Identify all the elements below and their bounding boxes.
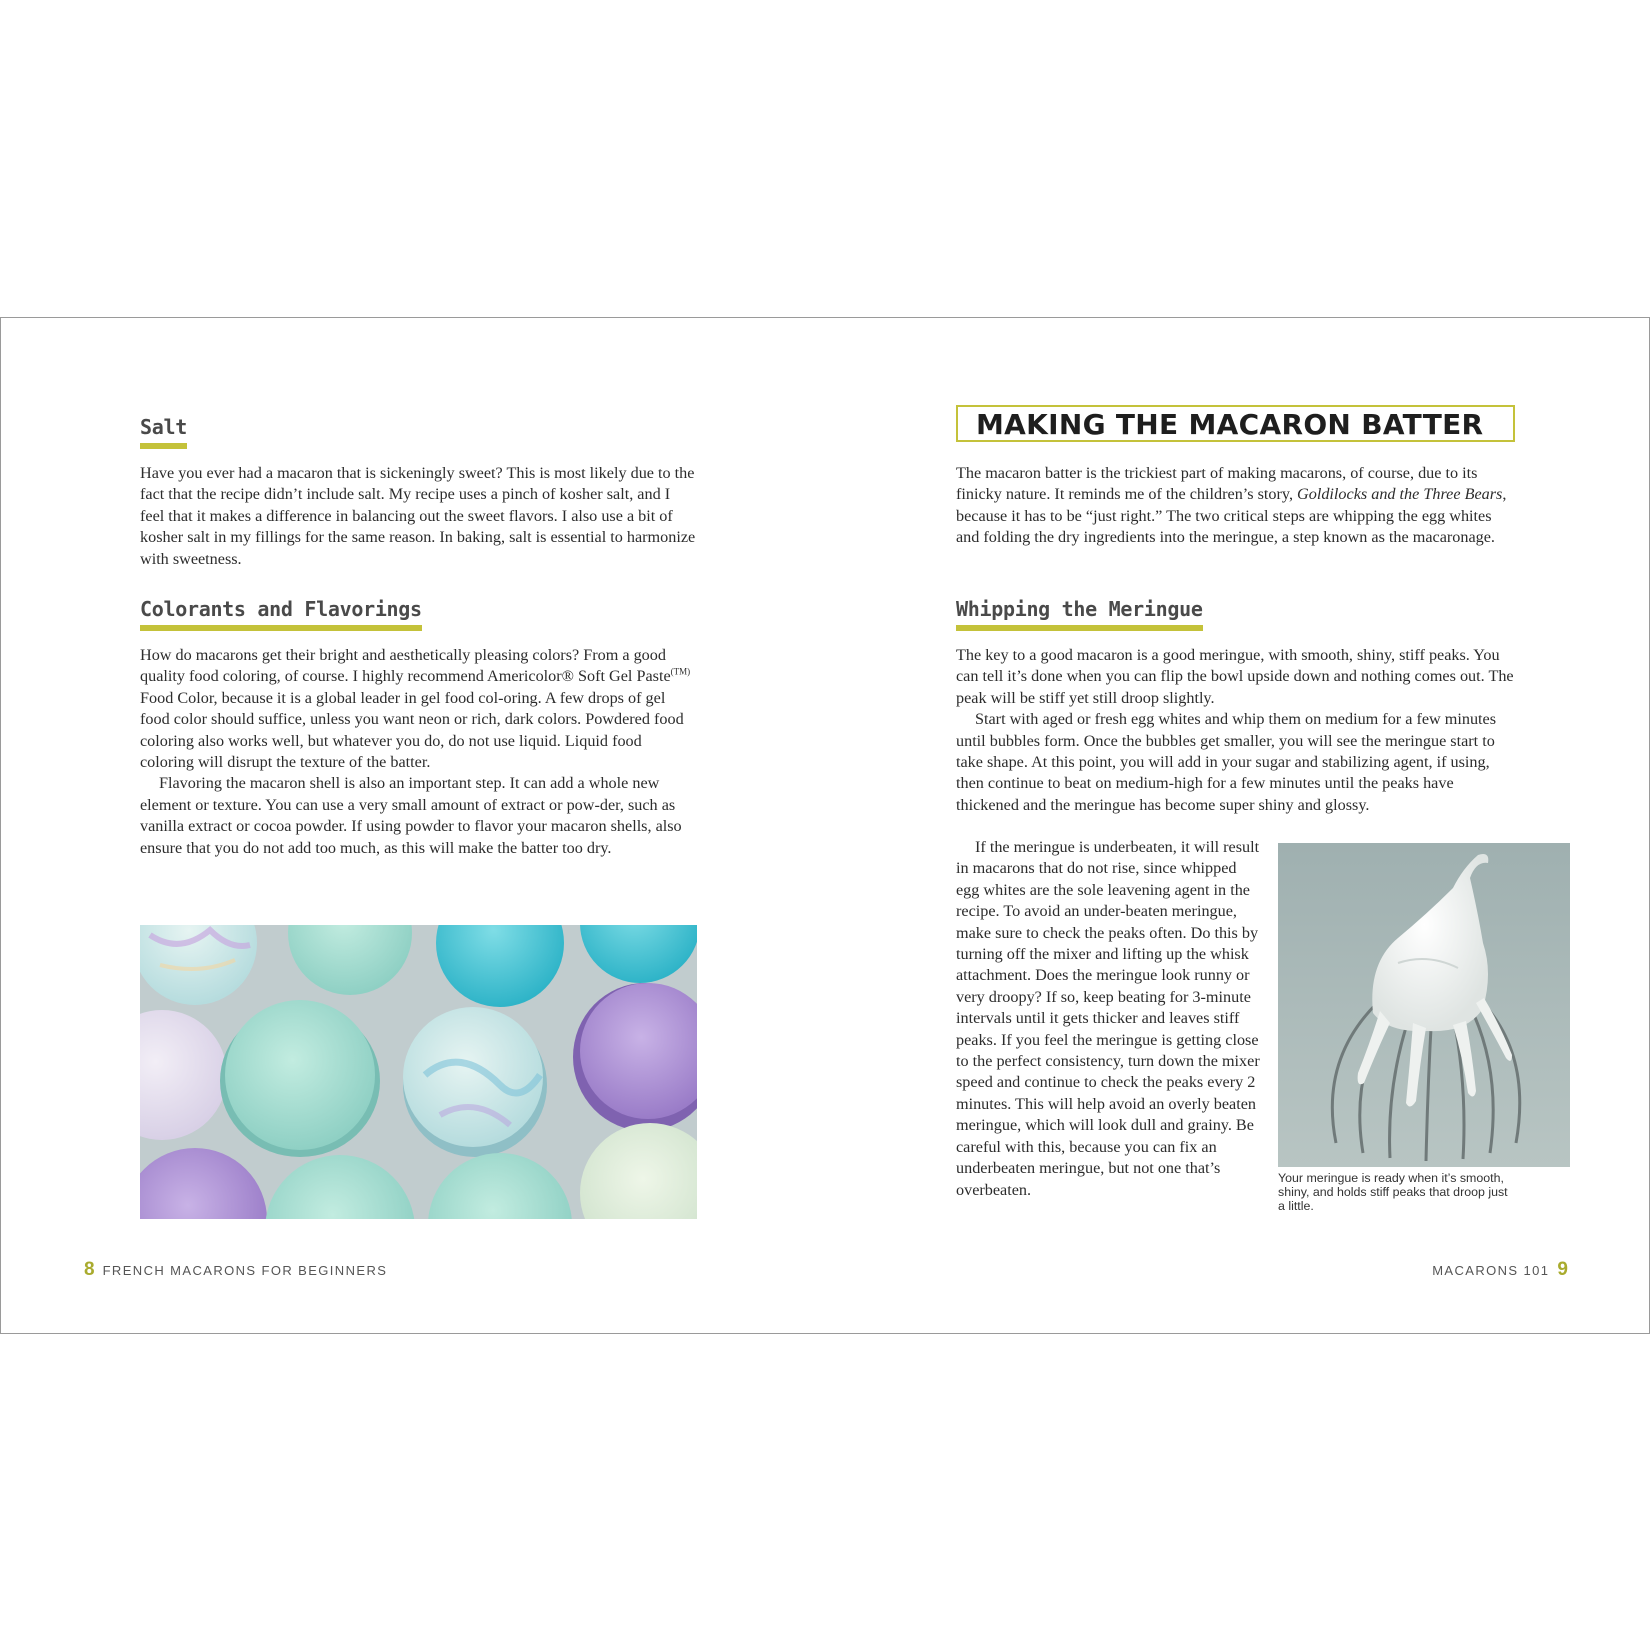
running-head: MACARONS 101 [1432, 1263, 1550, 1278]
meringue-whisk-photo [1278, 843, 1570, 1167]
left-page [1, 318, 826, 1333]
right-page [826, 318, 1651, 1333]
page-number: 9 [1557, 1259, 1568, 1280]
photo-caption: Your meringue is ready when it’s smooth, shiny, and holds stiff peaks that droop just a little. [1278, 1171, 1508, 1213]
whipping-body [956, 645, 1516, 816]
whipping-body-column [956, 837, 1263, 1201]
page-number: 8 [84, 1259, 95, 1280]
macarons-image [140, 925, 697, 1219]
whipping-paragraph-2: Start with aged or fresh egg whites and whip them on medium for a few minutes until bubbles form. Once the bubbles get smaller, you will see the meringue start to take shape. At this point, you will add in your sugar and stabilizing agent, if using, then continue to beat on medium-high for a few minutes until the peaks have thickened and the meringue has become super shiny and glossy. [956, 710, 1497, 814]
whipping-paragraph-3: If the meringue is underbeaten, it will result in macarons that do not rise, since whipped egg whites are the sole leavening agent in the recipe. To avoid an under-beaten meringue, make sure to check the peaks often. Do this by turning off the mixer and lifting up the whisk attachment. Does the meringue look runny or very droopy? If so, keep beating for 3-minute intervals until it gets thicker and leaves stiff peaks. If you feel the meringue is getting close to the perfect consistency, turn down the mixer speed and continue to check the peaks every 2 minutes. This will help avoid an overly beaten meringue, which will look dull and grainy. Be careful with this, because you can fix an underbeaten meringue, but not one that’s overbeaten. [956, 838, 1260, 1199]
whipping-paragraph-1: The key to a good macaron is a good meringue, with smooth, shiny, stiff peaks. You can tell it’s done when you can flip the bowl upside down and nothing comes out. The peak will be stiff yet still droop slightly. [956, 646, 1514, 707]
salt-paragraph: Have you ever had a macaron that is sickeningly sweet? This is most likely due to the fact that the recipe didn’t include salt. My recipe uses a pinch of kosher salt, and I feel that it makes a difference in balancing out the sweet flavors. I also use a bit of kosher salt in my fillings for the same reason. In baking, salt is essential to harmonize with sweetness. [140, 464, 696, 568]
macarons-photo [140, 925, 697, 1219]
colorants-paragraph-1: How do macarons get their bright and aesthetically pleasing colors? From a good quality food coloring, of course. I highly recommend Americolor® Soft Gel Paste$^{(TM)}$ Food Color, because it is a global leader in gel food col-oring. A few drops of gel food color should suffice, unless you want neon or rich, dark colors. Powdered food coloring also works well, but whatever you do, do not use liquid. Liquid food coloring will disrupt the texture of the batter. [140, 646, 691, 772]
book-spread [0, 317, 1650, 1334]
trademark-mark: (TM) [670, 667, 691, 678]
salt-heading: Salt [140, 415, 187, 449]
colorants-heading: Colorants and Flavorings [140, 597, 422, 631]
right-footer [1432, 1259, 1568, 1281]
left-footer [84, 1259, 387, 1281]
batter-intro: The macaron batter is the trickiest part of making macarons, of course, due to its finicky nature. It reminds me of the children’s story, Goldilocks and the Three Bears, because it has to be “just right.” The two critical steps are whipping the egg whites and folding the dry ingredients into the meringue, a step known as the macaronage. [956, 464, 1507, 547]
colorants-paragraph-2: Flavoring the macaron shell is also an important step. It can add a whole new element or texture. You can use a very small amount of extract or pow-der, such as vanilla extract or cocoa powder. If using powder to flavor your macaron shells, also ensure that you do not add too much, as this will make the batter too dry. [140, 774, 682, 857]
chapter-section-title: MAKING THE MACARON BATTER [956, 405, 1515, 442]
whipping-heading: Whipping the Meringue [956, 597, 1203, 631]
running-head: FRENCH MACARONS FOR BEGINNERS [102, 1263, 388, 1278]
colorants-body [140, 645, 696, 859]
book-title-italic: Goldilocks and the Three Bears [1297, 485, 1503, 504]
meringue-image [1278, 843, 1570, 1167]
salt-body [140, 463, 696, 570]
